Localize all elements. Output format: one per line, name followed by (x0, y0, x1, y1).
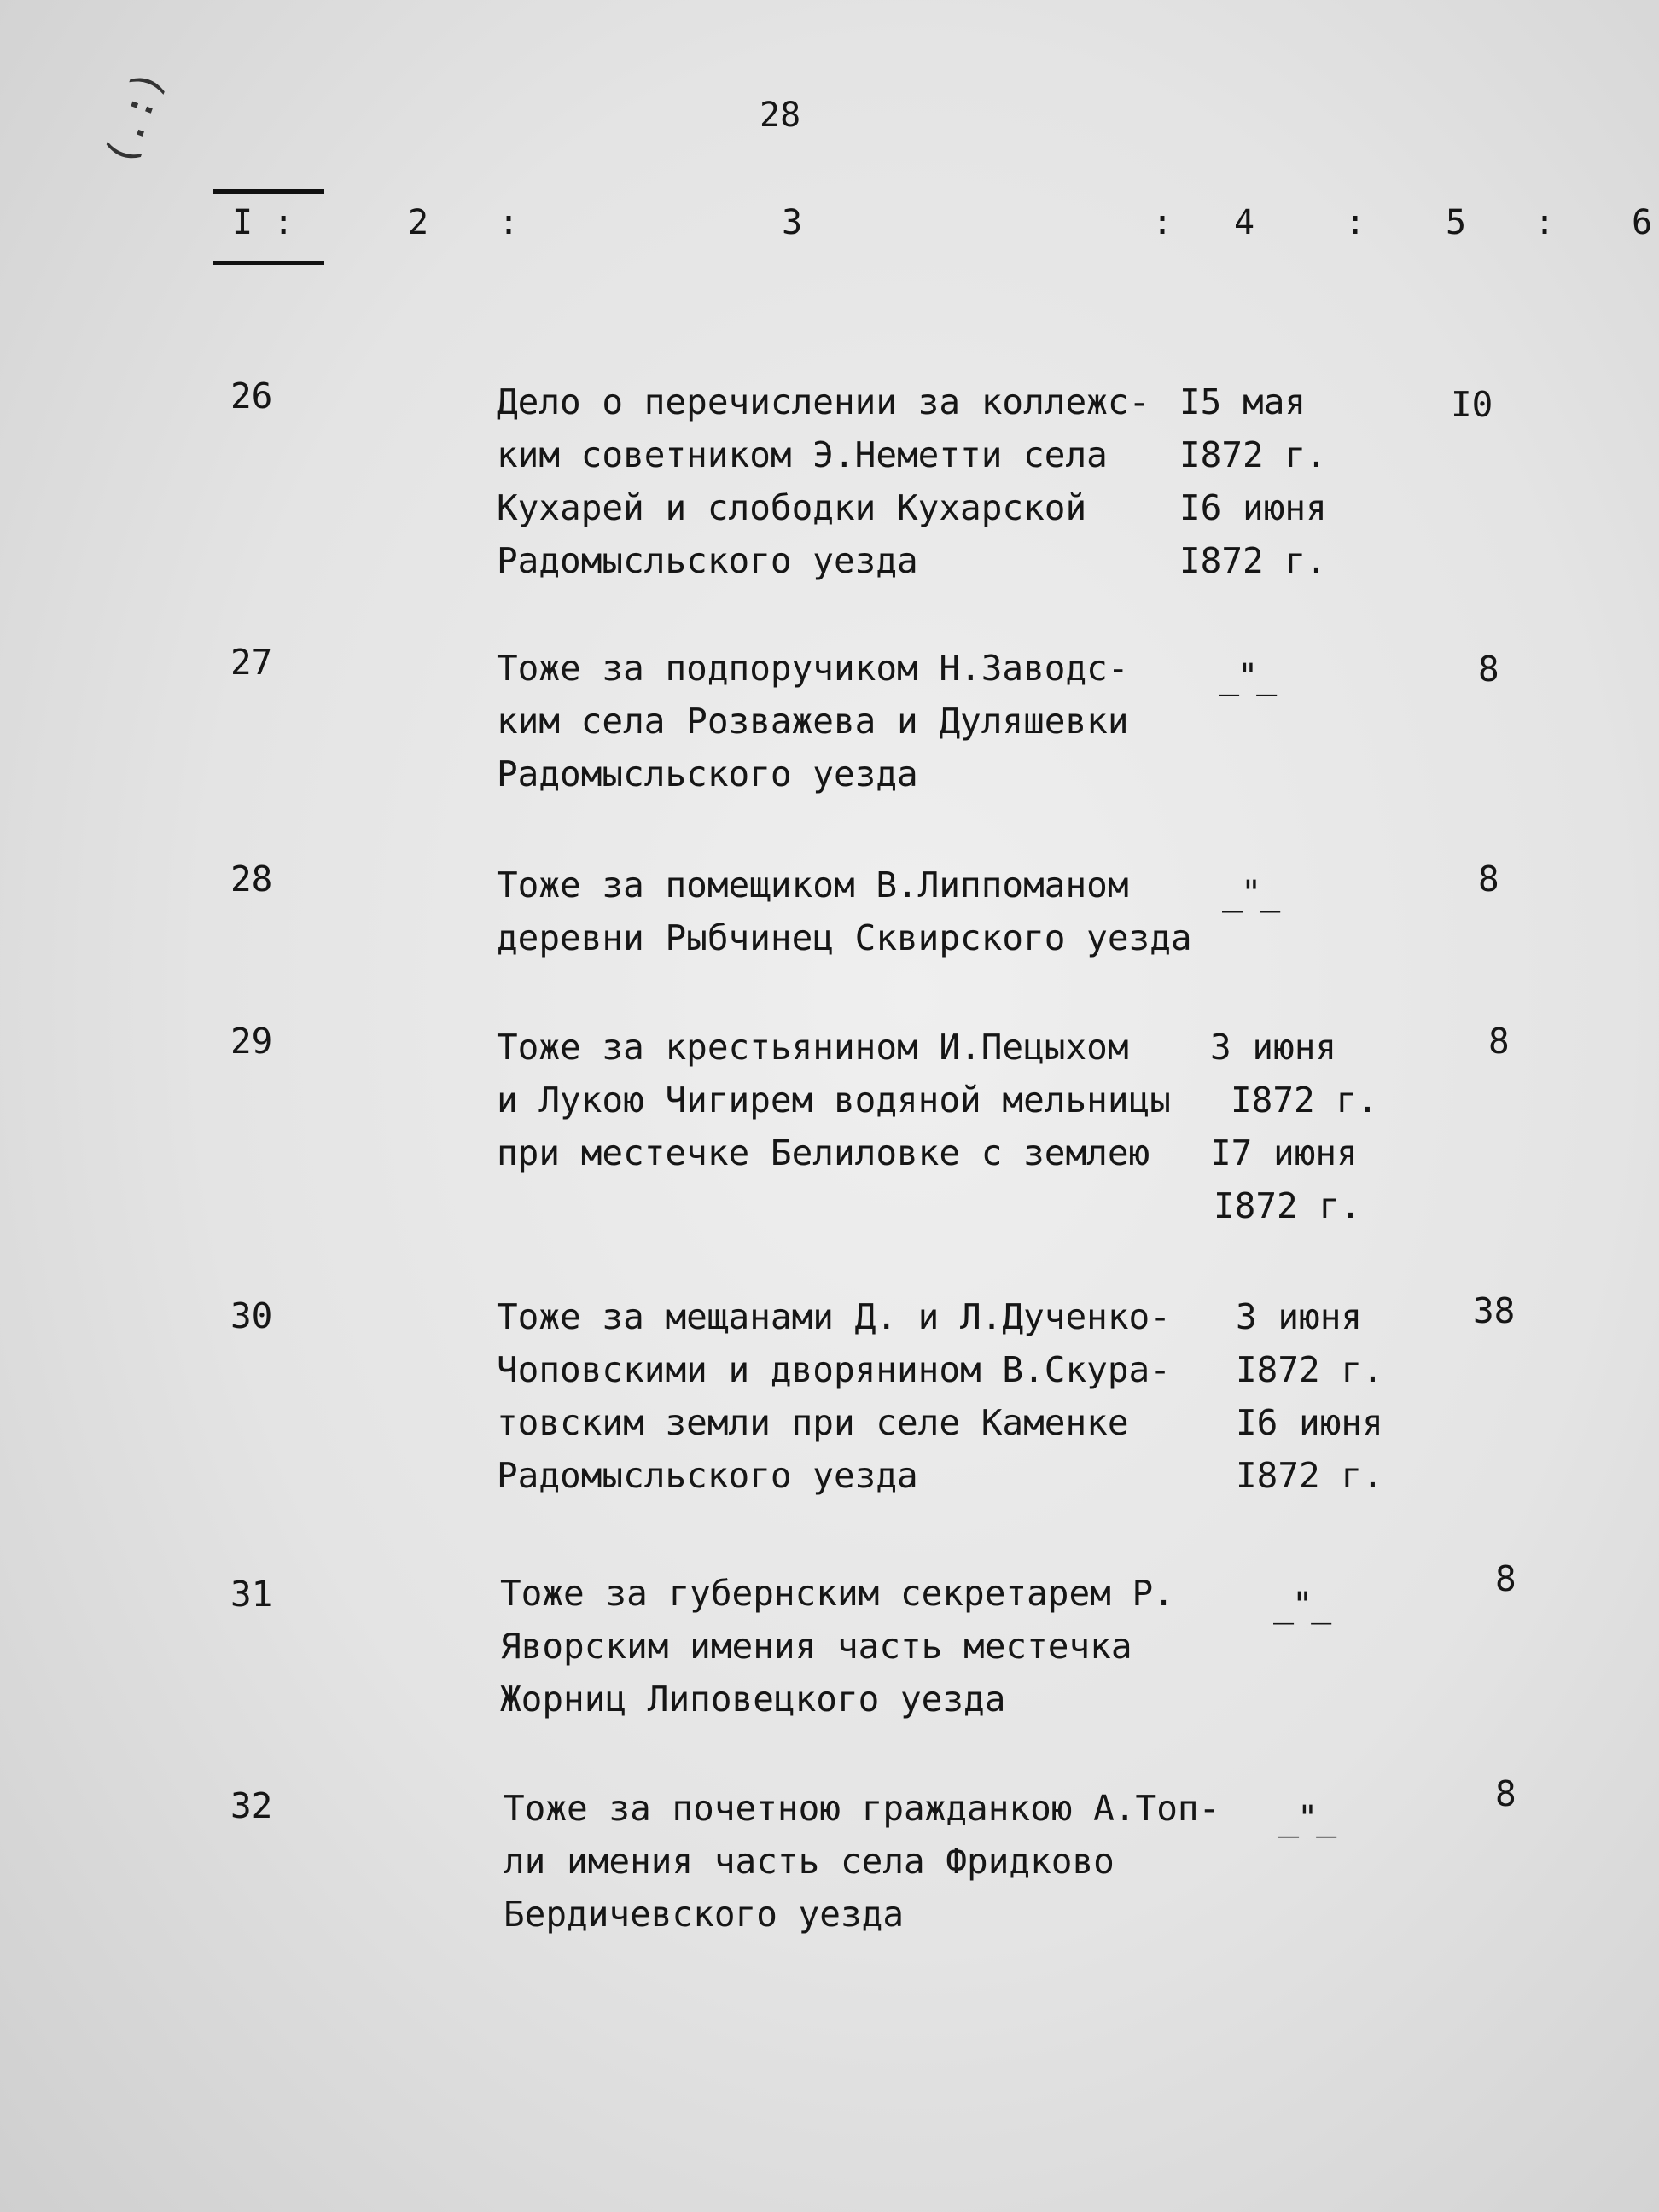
row-pages: 8 (1495, 1558, 1516, 1599)
row-pages: 8 (1478, 649, 1499, 690)
row-number: 28 (230, 859, 273, 899)
header-col-1: I : (232, 203, 294, 242)
ditto-mark: _"_ (1219, 657, 1276, 696)
row-pages: I0 (1451, 384, 1493, 425)
header-sep-2: : (498, 203, 520, 242)
row-dates: I5 мая I872 г. I6 июня I872 г. (1179, 381, 1327, 581)
header-col-2: 2 (408, 203, 429, 242)
row-description: Тоже за подпоручиком Н.Заводс- ким села Розважева и Дуляшевки Радомысльского уезда (497, 648, 1129, 795)
ditto-mark: _"_ (1278, 1799, 1336, 1838)
header-col-3: 3 (782, 203, 803, 242)
row-description: Дело о перечислении за коллежс- ким советником Э.Неметти села Кухарей и слободки Кухарской Радомысльского уезда (497, 381, 1150, 581)
row-number: 31 (230, 1574, 273, 1615)
ditto-mark: _"_ (1222, 874, 1279, 913)
row-description: Тоже за губернским секретарем Р. Яворским имения часть местечка Жорниц Липовецкого уезда (500, 1573, 1174, 1720)
header-sep-3: : (1152, 203, 1173, 242)
page-number: 28 (760, 96, 801, 135)
header-sep-5: : (1534, 203, 1556, 242)
header-col-5: 5 (1446, 203, 1467, 242)
header-col-6: 6 (1632, 203, 1653, 242)
row-description: Тоже за мещанами Д. и Л.Дученко- Чоповскими и дворянином В.Скура- товским земли при селе Каменке Радомысльского уезда (497, 1296, 1171, 1496)
row-number: 32 (230, 1785, 273, 1826)
row-pages: 8 (1495, 1773, 1516, 1814)
row-dates: 3 июня I872 г. I7 июня I872 г. (1210, 1027, 1378, 1226)
header-rule-top (213, 189, 324, 194)
row-pages: 38 (1473, 1290, 1516, 1331)
header-rule-bottom (213, 261, 324, 265)
row-pages: 8 (1478, 859, 1499, 899)
header-col-4: 4 (1234, 203, 1255, 242)
margin-mark: (.:) (95, 63, 174, 172)
row-number: 30 (230, 1295, 273, 1336)
row-dates: 3 июня I872 г. I6 июня I872 г. (1236, 1296, 1383, 1496)
row-description: Тоже за почетною гражданкою А.Топ- ли имения часть села Фридково Бердичевского уезда (504, 1788, 1220, 1935)
row-number: 27 (230, 642, 273, 683)
row-description: Тоже за крестьянином И.Пецыхом и Лукою Чигирем водяной мельницы при местечке Белиловке с землею (497, 1027, 1171, 1173)
row-pages: 8 (1488, 1021, 1510, 1062)
row-number: 26 (230, 375, 273, 416)
row-description: Тоже за помещиком В.Липпоманом деревни Рыбчинец Сквирского уезда (497, 864, 1192, 958)
header-sep-4: : (1345, 203, 1366, 242)
row-number: 29 (230, 1021, 273, 1062)
ditto-mark: _"_ (1273, 1586, 1330, 1625)
